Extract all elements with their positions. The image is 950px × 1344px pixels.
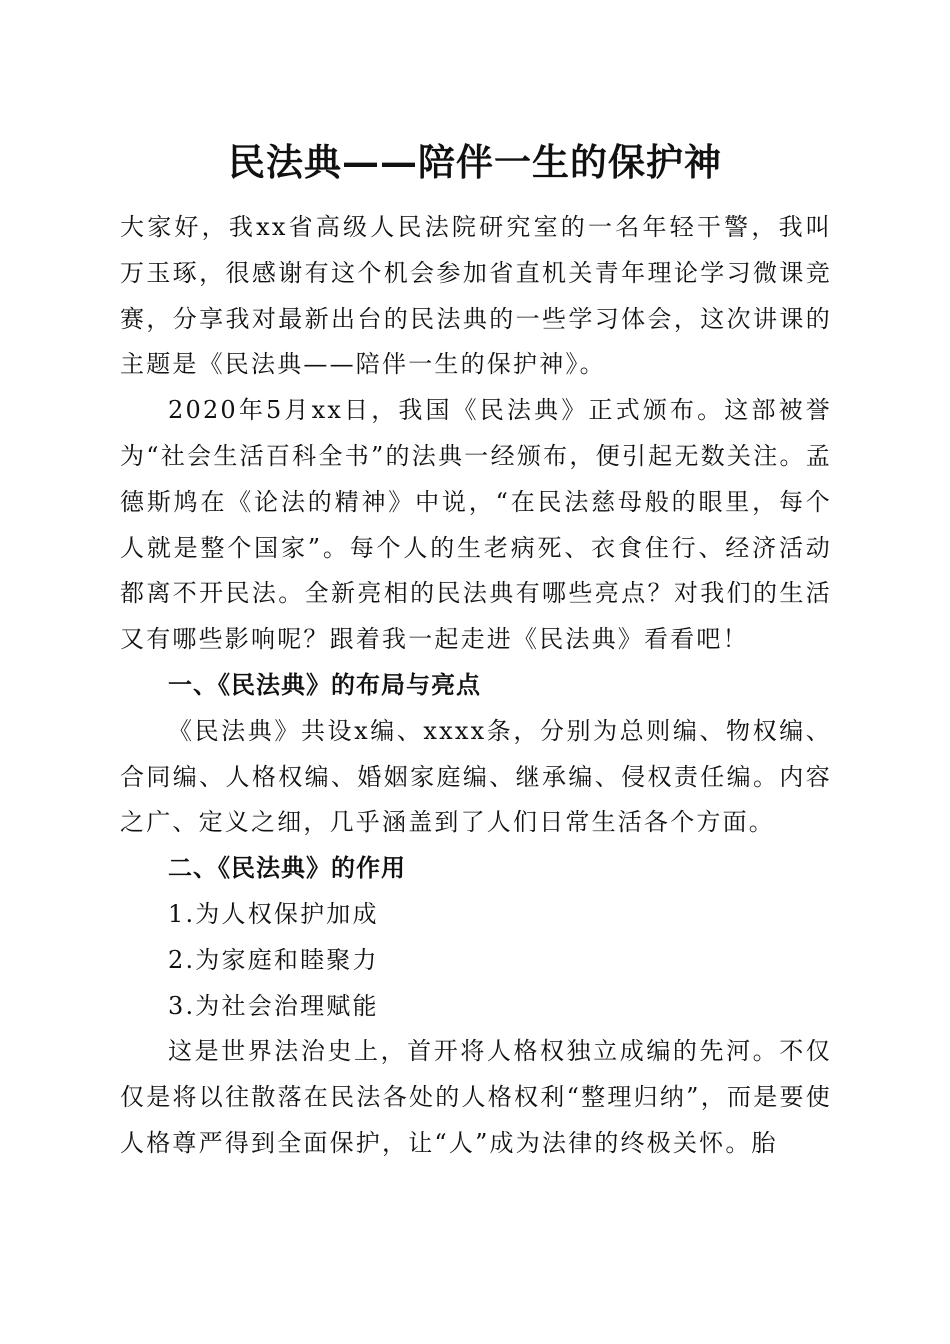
section2-list-item: 2.为家庭和睦聚力 xyxy=(168,945,379,974)
background-paragraph: 2020年5月xx日，我国《民法典》正式颁布。这部被誉为“社会生活百科全书”的法典一经颁布，便引起无数关注。孟德斯鸠在《论法的精神》中说，“在民法慈母般的眼里，每个人就是整个国家”。每个人的生老病死、衣食住行、经济活动都离不开民法。全新亮相的民法典有哪些亮点？对我们的生活又有哪些影响呢？跟着我一起走进《民法典》看看吧！ xyxy=(120,396,832,654)
section1-paragraph: 《民法典》共设x编、xxxx条，分别为总则编、物权编、合同编、人格权编、婚姻家庭编、继承编、侵权责任编。内容之广、定义之细，几乎涵盖到了人们日常生活各个方面。 xyxy=(120,716,832,837)
section2-list-item: 1.为人权保护加成 xyxy=(168,899,379,928)
section1-heading: 一、《民法典》的布局与亮点 xyxy=(168,670,481,699)
document-title: 民法典——陪伴一生的保护神 xyxy=(228,140,722,184)
section2-list-item: 3.为社会治理赋能 xyxy=(168,991,379,1020)
section2-heading: 二、《民法典》的作用 xyxy=(168,854,406,883)
document-body xyxy=(120,205,832,1167)
section2-paragraph: 这是世界法治史上，首开将人格权独立成编的先河。不仅仅是将以往散落在民法各处的人格权利“整理归纳”，而是要使人格尊严得到全面保护，让“人”成为法律的终极关怀。胎 xyxy=(120,1037,832,1157)
intro-paragraph: 大家好，我xx省高级人民法院研究室的一名年轻干警，我叫万玉琢，很感谢有这个机会参加省直机关青年理论学习微课竞赛，分享我对最新出台的民法典的一些学习体会，这次讲课的主题是《民法典——陪伴一生的保护神》。 xyxy=(120,213,832,379)
